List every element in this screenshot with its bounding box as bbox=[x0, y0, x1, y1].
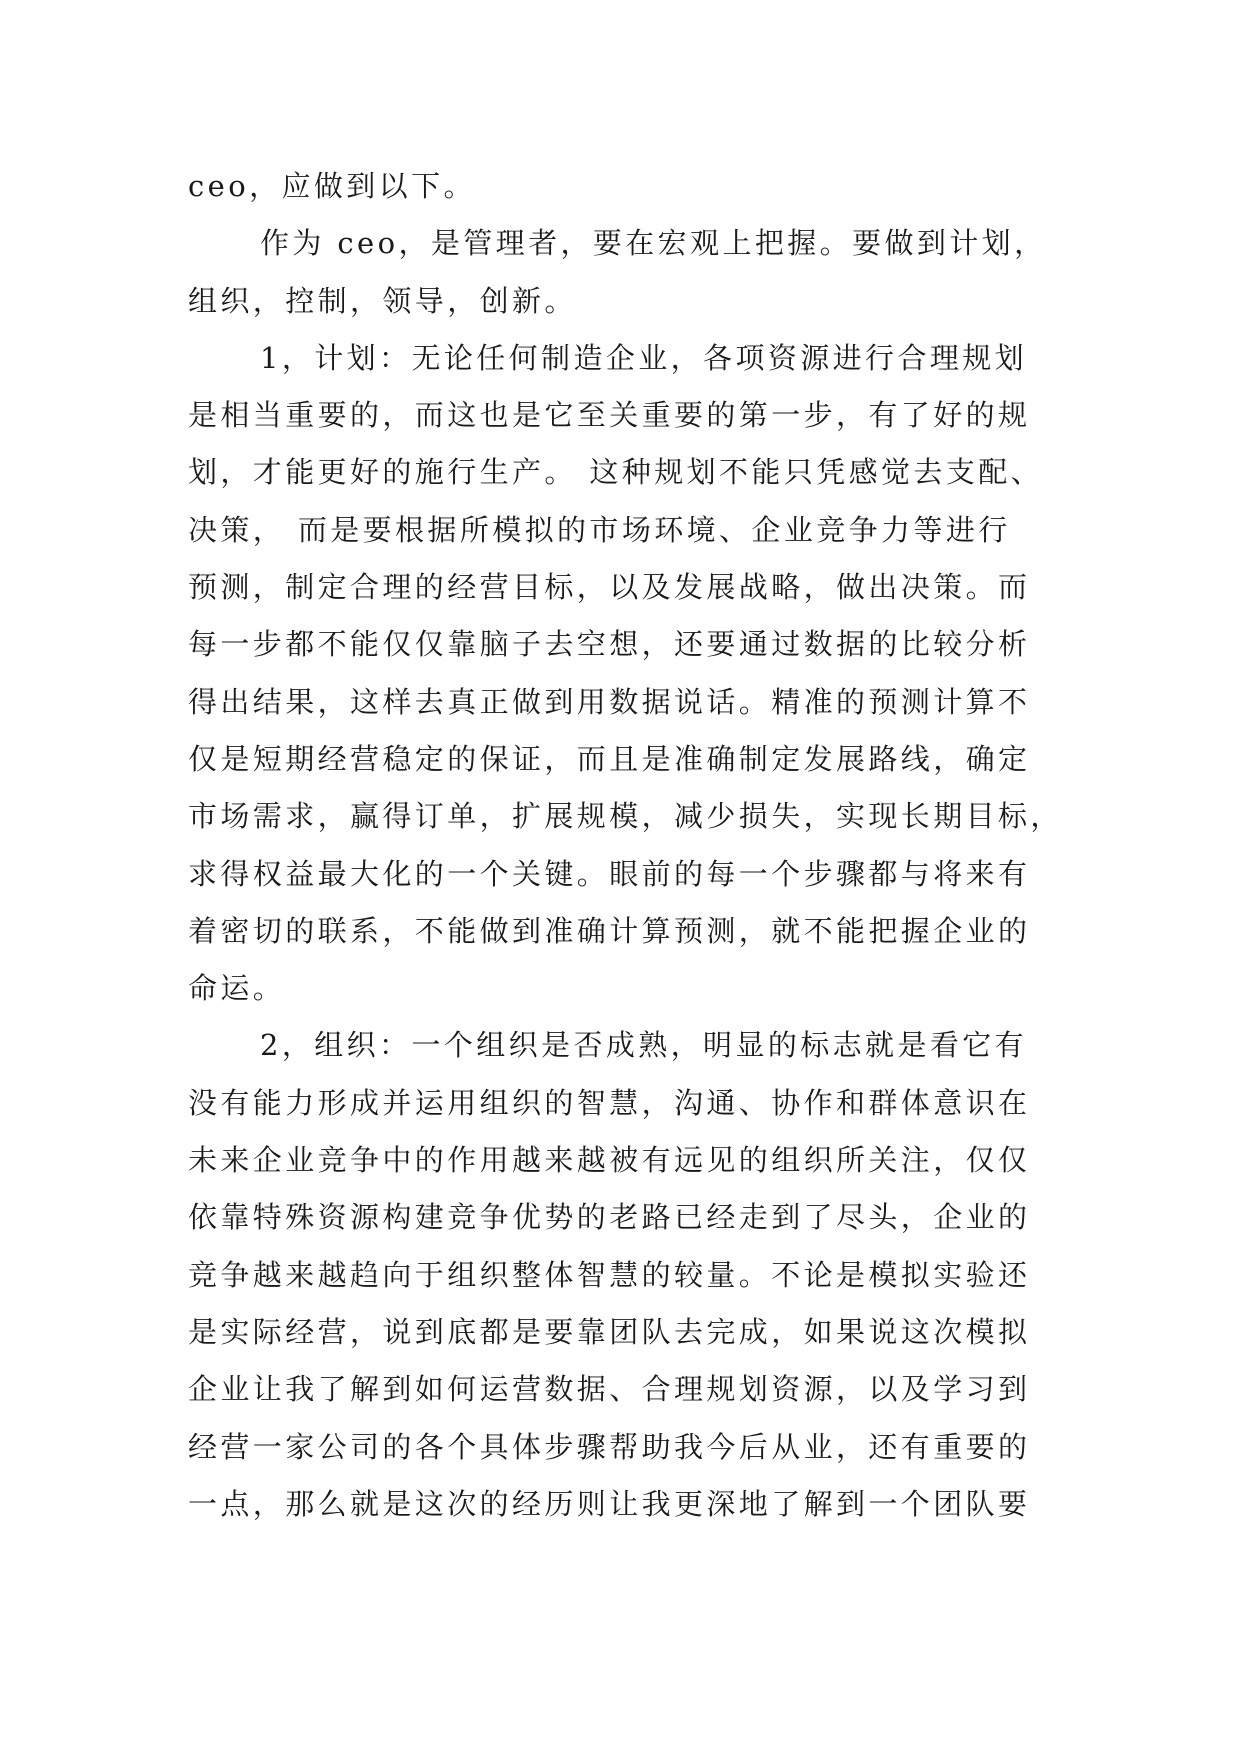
text-line: 预测，制定合理的经营目标，以及发展战略，做出决策。而 bbox=[188, 570, 1031, 605]
text-line: 没有能力形成并运用组织的智慧，沟通、协作和群体意识在 bbox=[188, 1085, 1031, 1120]
text-line: 命运。 bbox=[188, 971, 286, 1006]
text-line: 依靠特殊资源构建竞争优势的老路已经走到了尽头，企业的 bbox=[188, 1200, 1031, 1235]
text-line: 2，组织：一个组织是否成熟，明显的标志就是看它有 bbox=[260, 1028, 1028, 1063]
text-line: 是实际经营，说到底都是要靠团队去完成，如果说这次模拟 bbox=[188, 1314, 1031, 1349]
text-line: 一点，那么就是这次的经历则让我更深地了解到一个团队要 bbox=[188, 1486, 1031, 1521]
text-line: 每一步都不能仅仅靠脑子去空想，还要通过数据的比较分析 bbox=[188, 627, 1031, 662]
text-line: 仅是短期经营稳定的保证，而且是准确制定发展路线，确定 bbox=[188, 741, 1031, 776]
document-body bbox=[188, 158, 1063, 1533]
text-line: 作为 ceo，是管理者，要在宏观上把握。要做到计划， bbox=[260, 226, 1047, 261]
text-line: 是相当重要的，而这也是它至关重要的第一步，有了好的规 bbox=[188, 398, 1031, 433]
text-line: 组织，控制，领导，创新。 bbox=[188, 283, 577, 318]
text-line: 企业让我了解到如何运营数据、合理规划资源，以及学习到 bbox=[188, 1372, 1031, 1407]
text-line: 竞争越来越趋向于组织整体智慧的较量。不论是模拟实验还 bbox=[188, 1257, 1031, 1292]
text-line: 1，计划：无论任何制造企业，各项资源进行合理规划 bbox=[260, 340, 1028, 375]
text-line: 经营一家公司的各个具体步骤帮助我今后从业，还有重要的 bbox=[188, 1429, 1031, 1464]
text-line: 划，才能更好的施行生产。 这种规划不能只凭感觉去支配、 bbox=[188, 455, 1044, 490]
text-line: 求得权益最大化的一个关键。眼前的每一个步骤都与将来有 bbox=[188, 856, 1031, 891]
text-line: 决策， 而是要根据所模拟的市场环境、企业竞争力等进行 bbox=[188, 512, 1011, 547]
text-line: 市场需求，赢得订单，扩展规模，减少损失，实现长期目标， bbox=[188, 799, 1063, 834]
text-line: 得出结果，这样去真正做到用数据说话。精准的预测计算不 bbox=[188, 684, 1031, 719]
text-line: ceo，应做到以下。 bbox=[188, 169, 476, 203]
text-line: 着密切的联系，不能做到准确计算预测，就不能把握企业的 bbox=[188, 913, 1031, 948]
text-line: 未来企业竞争中的作用越来越被有远见的组织所关注，仅仅 bbox=[188, 1143, 1031, 1178]
